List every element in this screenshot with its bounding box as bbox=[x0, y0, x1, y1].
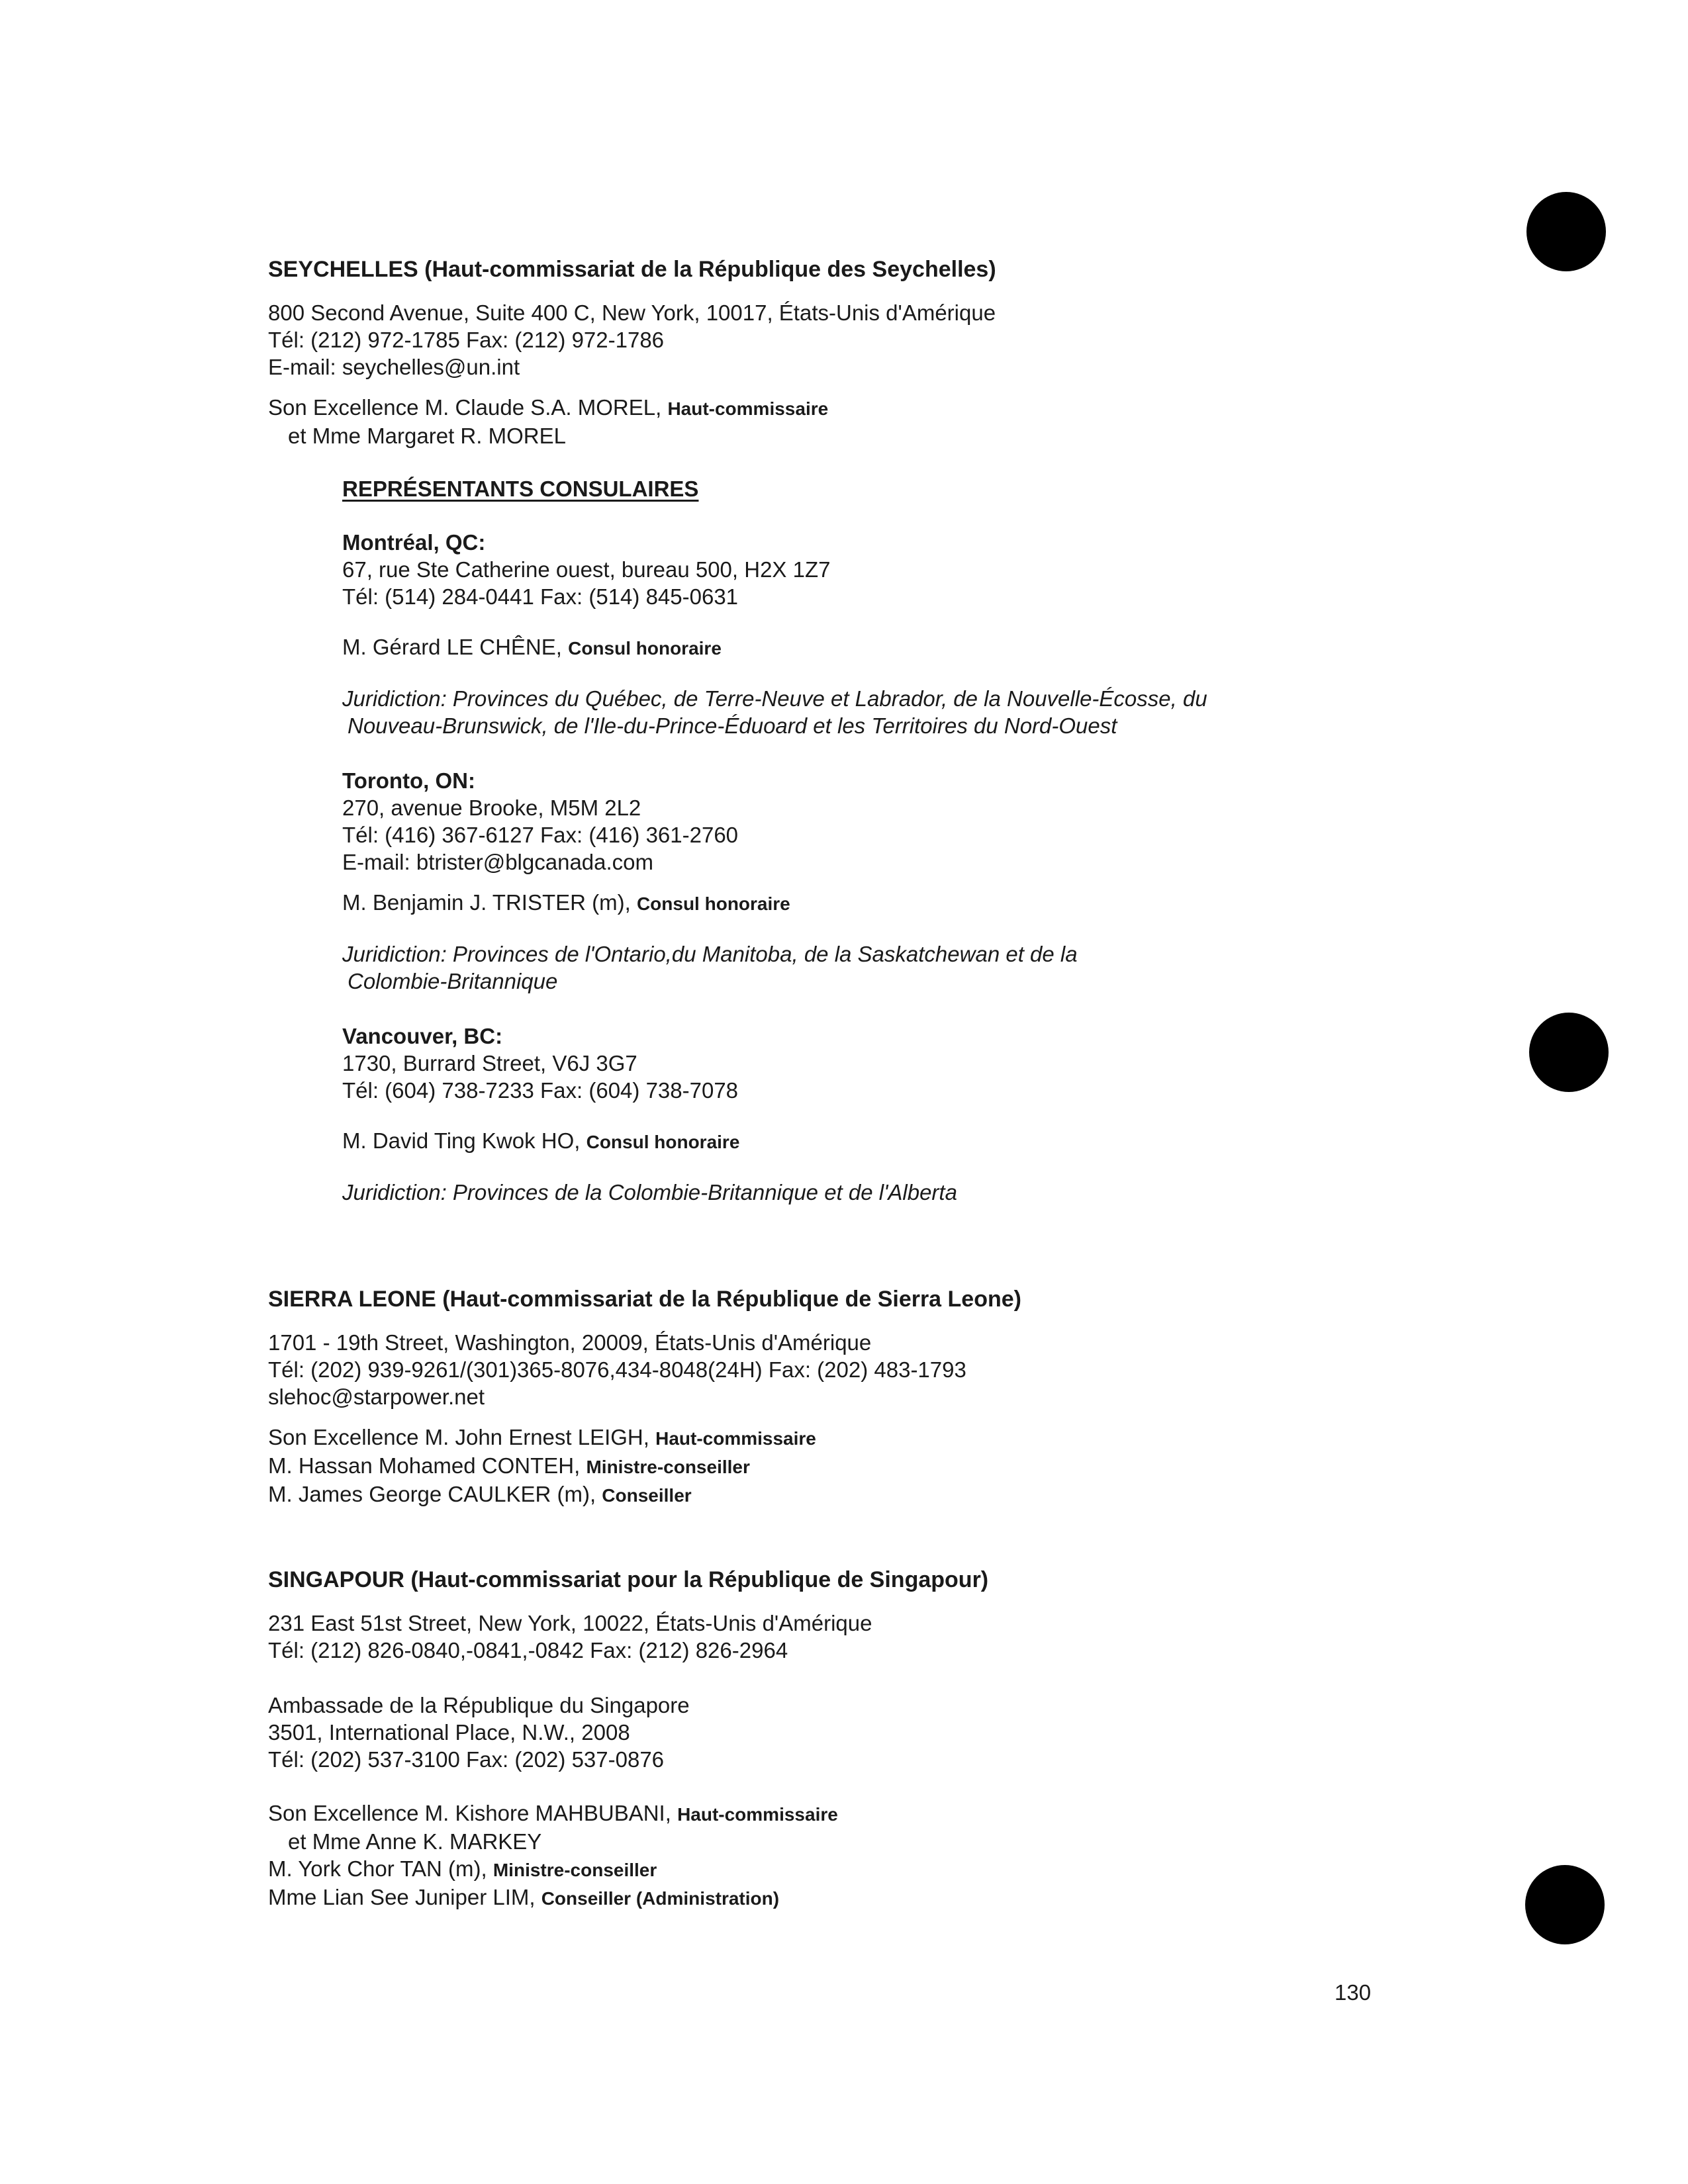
official-name: M. James George CAULKER (m), bbox=[268, 1482, 602, 1506]
toronto-phone: Tél: (416) 367-6127 Fax: (416) 361-2760 bbox=[342, 823, 739, 847]
official-title: Ministre-conseiller bbox=[492, 1860, 657, 1880]
punch-hole-bottom bbox=[1525, 1865, 1605, 1944]
seychelles-heading: SEYCHELLES (Haut-commissariat de la République des Seychelles) bbox=[268, 257, 996, 282]
montreal-jurisdiction-line-1: Juridiction: Provinces du Québec, de Terre-Neuve et Labrador, de la Nouvelle-Écosse, du bbox=[342, 686, 1207, 711]
seychelles-phone: Tél: (212) 972-1785 Fax: (212) 972-1786 bbox=[268, 328, 665, 352]
official-title: Haut-commissaire bbox=[677, 1804, 838, 1825]
toronto-email: E-mail: btrister@blgcanada.com bbox=[342, 850, 654, 874]
montreal-phone: Tél: (514) 284-0441 Fax: (514) 845-0631 bbox=[342, 584, 739, 609]
vancouver-official bbox=[342, 1127, 1207, 1156]
singapour-embassy-name: Ambassade de la République du Singapore bbox=[268, 1693, 690, 1717]
sierra-leone-official-1 bbox=[268, 1424, 1021, 1452]
official-name: M. Hassan Mohamed CONTEH, bbox=[268, 1453, 586, 1478]
official-name: M. York Chor TAN (m), bbox=[268, 1856, 493, 1881]
sierra-leone-heading: SIERRA LEONE (Haut-commissariat de la République de Sierra Leone) bbox=[268, 1287, 1021, 1312]
consulate-toronto bbox=[342, 767, 1207, 995]
punch-hole-middle bbox=[1529, 1013, 1609, 1092]
montreal-jurisdiction-line-2: Nouveau-Brunswick, de l'Ile-du-Prince-Éduoard et les Territoires du Nord-Ouest bbox=[348, 713, 1117, 738]
sierra-leone-section bbox=[268, 1286, 1021, 1509]
toronto-jurisdiction-line-2: Colombie-Britannique bbox=[348, 969, 558, 993]
official-title: Conseiller (Administration) bbox=[541, 1888, 780, 1909]
seychelles-section bbox=[268, 256, 996, 449]
singapour-heading: SINGAPOUR (Haut-commissariat pour la République de Singapour) bbox=[268, 1567, 989, 1592]
vancouver-phone: Tél: (604) 738-7233 Fax: (604) 738-7078 bbox=[342, 1078, 739, 1103]
official-name: Son Excellence M. John Ernest LEIGH, bbox=[268, 1425, 656, 1449]
toronto-address: 270, avenue Brooke, M5M 2L2 bbox=[342, 796, 641, 820]
official-title: Consul honoraire bbox=[636, 893, 790, 914]
official-name: Mme Lian See Juniper LIM, bbox=[268, 1885, 541, 1909]
toronto-city: Toronto, ON: bbox=[342, 768, 475, 793]
montreal-address: 67, rue Ste Catherine ouest, bureau 500, H2X 1Z7 bbox=[342, 557, 831, 582]
sierra-leone-official-2 bbox=[268, 1452, 1021, 1480]
singapour-official-1 bbox=[268, 1799, 988, 1828]
sierra-leone-official-3 bbox=[268, 1480, 1021, 1509]
seychelles-address: 800 Second Avenue, Suite 400 C, New York, 10017, États-Unis d'Amérique bbox=[268, 300, 996, 325]
official-title: Ministre-conseiller bbox=[586, 1457, 750, 1477]
vancouver-address: 1730, Burrard Street, V6J 3G7 bbox=[342, 1051, 637, 1075]
singapour-section bbox=[268, 1567, 988, 1912]
singapour-official-2 bbox=[268, 1855, 988, 1884]
official-title: Conseiller bbox=[602, 1485, 692, 1506]
official-name: M. David Ting Kwok HO, bbox=[342, 1128, 586, 1153]
seychelles-official-1 bbox=[268, 394, 996, 422]
consular-representatives bbox=[342, 475, 1207, 1206]
official-name: M. Gérard LE CHÊNE, bbox=[342, 635, 569, 659]
singapour-embassy-address: 3501, International Place, N.W., 2008 bbox=[268, 1720, 630, 1745]
consulate-montreal bbox=[342, 529, 1207, 739]
official-name: Son Excellence M. Kishore MAHBUBANI, bbox=[268, 1801, 678, 1825]
official-title: Haut-commissaire bbox=[667, 398, 829, 419]
consulate-vancouver bbox=[342, 1023, 1207, 1206]
official-name: M. Benjamin J. TRISTER (m), bbox=[342, 890, 637, 915]
page-number: 130 bbox=[1335, 1980, 1372, 2005]
official-title: Haut-commissaire bbox=[655, 1428, 816, 1449]
seychelles-official-1-spouse: et Mme Margaret R. MOREL bbox=[288, 424, 566, 448]
official-title: Consul honoraire bbox=[586, 1132, 740, 1152]
punch-hole-top bbox=[1526, 192, 1606, 271]
consular-heading: REPRÉSENTANTS CONSULAIRES bbox=[342, 477, 699, 501]
sierra-leone-address: 1701 - 19th Street, Washington, 20009, États-Unis d'Amérique bbox=[268, 1330, 872, 1355]
vancouver-city: Vancouver, BC: bbox=[342, 1024, 503, 1048]
seychelles-email: E-mail: seychelles@un.int bbox=[268, 355, 520, 379]
sierra-leone-phone: Tél: (202) 939-9261/(301)365-8076,434-8048(24H) Fax: (202) 483-1793 bbox=[268, 1357, 966, 1382]
montreal-official bbox=[342, 633, 1207, 662]
official-title: Consul honoraire bbox=[568, 638, 722, 659]
sierra-leone-email: slehoc@starpower.net bbox=[268, 1385, 485, 1409]
toronto-official bbox=[342, 889, 1207, 917]
singapour-official-1-spouse: et Mme Anne K. MARKEY bbox=[288, 1829, 542, 1854]
vancouver-jurisdiction: Juridiction: Provinces de la Colombie-Britannique et de l'Alberta bbox=[342, 1180, 957, 1205]
singapour-phone: Tél: (212) 826-0840,-0841,-0842 Fax: (212) 826-2964 bbox=[268, 1638, 788, 1662]
singapour-official-3 bbox=[268, 1884, 988, 1912]
toronto-jurisdiction-line-1: Juridiction: Provinces de l'Ontario,du Manitoba, de la Saskatchewan et de la bbox=[342, 942, 1078, 966]
singapour-embassy-phone: Tél: (202) 537-3100 Fax: (202) 537-0876 bbox=[268, 1747, 665, 1772]
montreal-city: Montréal, QC: bbox=[342, 530, 486, 555]
official-name: Son Excellence M. Claude S.A. MOREL, bbox=[268, 395, 668, 420]
singapour-address: 231 East 51st Street, New York, 10022, États-Unis d'Amérique bbox=[268, 1611, 872, 1635]
